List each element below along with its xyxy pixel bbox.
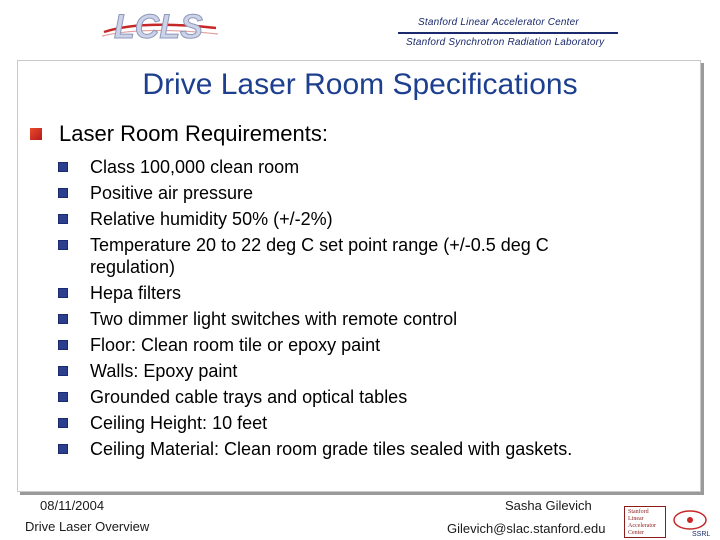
list-item: Temperature 20 to 22 deg C set point range (+/-0.5 deg C regulation)	[58, 234, 658, 278]
bullet-square-icon	[58, 340, 68, 350]
bullet-square-icon	[58, 444, 68, 454]
footer-author: Sasha Gilevich	[505, 498, 592, 513]
stanford-linear-accelerator-logo: Stanford Linear Accelerator Center	[624, 506, 666, 538]
slac-name: Stanford Linear Accelerator Center	[418, 17, 579, 28]
bullet-square-icon	[58, 418, 68, 428]
footer-date: 08/11/2004	[40, 498, 105, 513]
bullet-square-icon	[58, 288, 68, 298]
footer-presentation-title: Drive Laser Overview	[25, 519, 150, 534]
bullet-square-icon	[58, 240, 68, 250]
ssrl-name: Stanford Synchrotron Radiation Laboratory	[406, 37, 605, 48]
list-item: Class 100,000 clean room	[58, 154, 658, 180]
slide-title: Drive Laser Room Specifications	[142, 68, 578, 101]
list-item: Hepa filters	[58, 280, 658, 306]
header-divider	[398, 32, 618, 34]
list-item: Grounded cable trays and optical tables	[58, 384, 658, 410]
bullet-square-icon	[58, 366, 68, 376]
requirements-list	[58, 154, 658, 462]
section-heading: Laser Room Requirements:	[59, 121, 329, 146]
list-item: Floor: Clean room tile or epoxy paint	[58, 332, 658, 358]
list-item: Positive air pressure	[58, 180, 658, 206]
main-bullet-icon	[30, 128, 42, 140]
bullet-square-icon	[58, 314, 68, 324]
ssrl-logo	[668, 506, 716, 538]
bullet-square-icon	[58, 188, 68, 198]
bullet-square-icon	[58, 162, 68, 172]
bullet-square-icon	[58, 214, 68, 224]
ssrl-core-icon	[687, 517, 693, 523]
footer-email: Gilevich@slac.stanford.edu	[447, 521, 606, 536]
list-item: Two dimmer light switches with remote control	[58, 306, 658, 332]
lcls-logo	[100, 6, 220, 48]
list-item: Ceiling Material: Clean room grade tiles sealed with gaskets.	[58, 436, 658, 462]
list-item: Walls: Epoxy paint	[58, 358, 658, 384]
header-band	[0, 0, 720, 58]
lcls-logo-text: LCLS	[114, 8, 203, 46]
ssrl-logo-text: SSRL	[692, 531, 711, 538]
bullet-square-icon	[58, 392, 68, 402]
list-item: Ceiling Height: 10 feet	[58, 410, 658, 436]
list-item: Relative humidity 50% (+/-2%)	[58, 206, 658, 232]
